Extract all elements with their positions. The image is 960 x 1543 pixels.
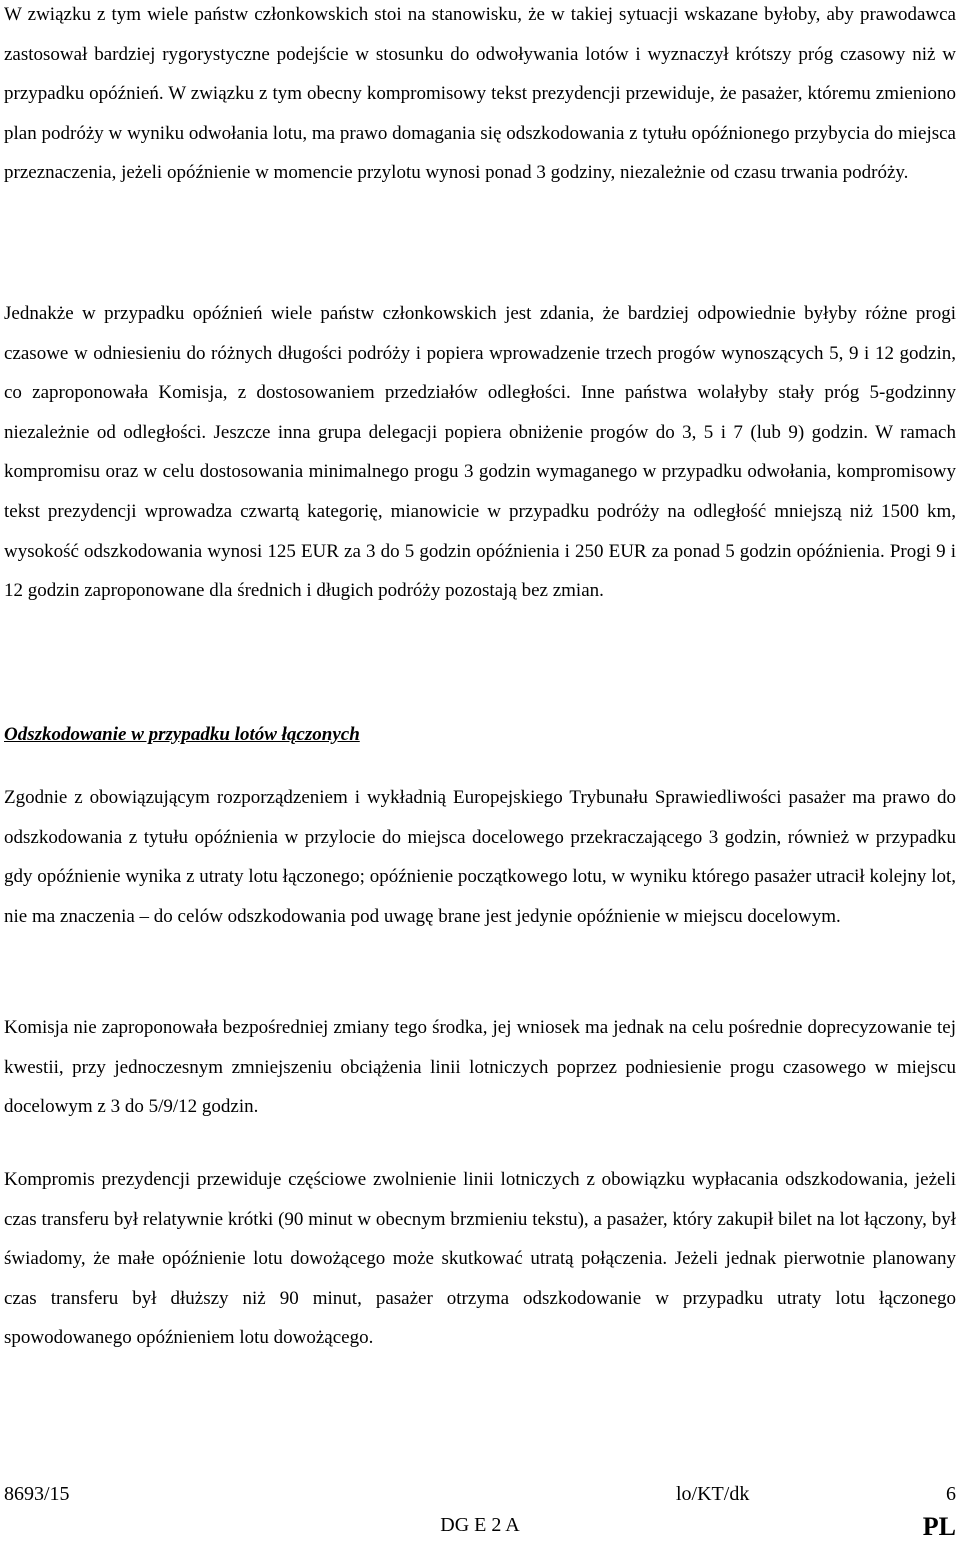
page-footer bbox=[4, 1482, 956, 1506]
footer-department: DG E 2 A bbox=[440, 1514, 520, 1536]
footer-page-number: 6 bbox=[946, 1483, 956, 1505]
paragraph-presidency-compromise: Kompromis prezydencji przewiduje częściowe zwolnienie linii lotniczych z obowiązku wypłacania odszkodowania, jeżeli czas transferu był relatywnie krótki (90 minut w obecnym brzmieniu tekstu), a pasażer, który zakupił bilet na lot łączony, był świadomy, że małe opóźnienie lotu dowożącego może skutkować utratą połączenia. Jeżeli jednak pierwotnie planowany czas transferu był dłuższy niż 90 minut, pasażer otrzyma odszkodowanie w przypadku utraty lotu łączonego spowodowanego opóźnieniem lotu dowożącego. bbox=[4, 1169, 956, 1349]
paragraph-delay-thresholds: Jednakże w przypadku opóźnień wiele państw członkowskich jest zdania, że bardziej odpowiednie byłyby różne progi czasowe w odniesieniu do różnych długości podróży i popiera wprowadzenie trzech progów wynoszących 5, 9 i 12 godzin, co zaproponowała Komisja, z dostosowaniem przedziałów odległości. Inne państwa wolałyby stały próg 5-godzinny niezależnie od odległości. Jeszcze inna grupa delegacji popiera obniżenie progów do 3, 5 i 7 (lub 9) godzin. W ramach kompromisu oraz w celu dostosowania minimalnego progu 3 godzin wymaganego w przypadku odwołania, kompromisowy tekst prezydencji wprowadza czwartą kategorię, mianowicie w przypadku podróży na odległość mniejszą niż 1500 km, wysokość odszkodowania wynosi 125 EUR za 3 do 5 godzin opóźnienia i 250 EUR za ponad 5 godzin opóźnienia. Progi 9 i 12 godzin zaproponowane dla średnich i długich podróży pozostają bez zmian. bbox=[4, 303, 956, 602]
page-footer-bottom bbox=[4, 1513, 956, 1543]
section-heading-connecting-flights: Odszkodowanie w przypadku lotów łączonych bbox=[4, 724, 360, 745]
paragraph-commission-proposal: Komisja nie zaproponowała bezpośredniej zmiany tego środka, jej wniosek ma jednak na celu pośrednie doprecyzowanie tej kwestii, przy jednoczesnym zmniejszeniu obciążenia linii lotniczych poprzez podniesienie progu czasowego w miejscu docelowym z 3 do 5/9/12 godzin. bbox=[4, 1017, 956, 1118]
footer-initials: lo/KT/dk bbox=[676, 1483, 750, 1505]
paragraph-current-regulation: Zgodnie z obowiązującym rozporządzeniem i wykładnią Europejskiego Trybunału Sprawiedliwości pasażer ma prawo do odszkodowania z tytułu opóźnienia w przylocie do miejsca docelowego przekraczającego 3 godzin, również w przypadku gdy opóźnienie wynika z utraty lotu łączonego; opóźnienie początkowego lotu, w wyniku którego pasażer utracił kolejny lot, nie ma znaczenia – do celów odszkodowania pod uwagę brane jest jedynie opóźnienie w miejscu docelowym. bbox=[4, 787, 956, 927]
paragraph-cancellation-threshold: W związku z tym wiele państw członkowskich stoi na stanowisku, że w takiej sytuacji wskazane byłoby, aby prawodawca zastosował bardziej rygorystyczne podejście w stosunku do odwoływania lotów i wyznaczył krótszy próg czasowy niż w przypadku opóźnień. W związku z tym obecny kompromisowy tekst prezydencji przewiduje, że pasażer, któremu zmieniono plan podróży w wyniku odwołania lotu, ma prawo domagania się odszkodowania z tytułu opóźnionego przybycia do miejsca przeznaczenia, jeżeli opóźnienie w momencie przylotu wynosi ponad 3 godziny, niezależnie od czasu trwania podróży. bbox=[4, 4, 956, 184]
footer-language: PL bbox=[922, 1512, 956, 1541]
footer-doc-number: 8693/15 bbox=[4, 1483, 70, 1505]
